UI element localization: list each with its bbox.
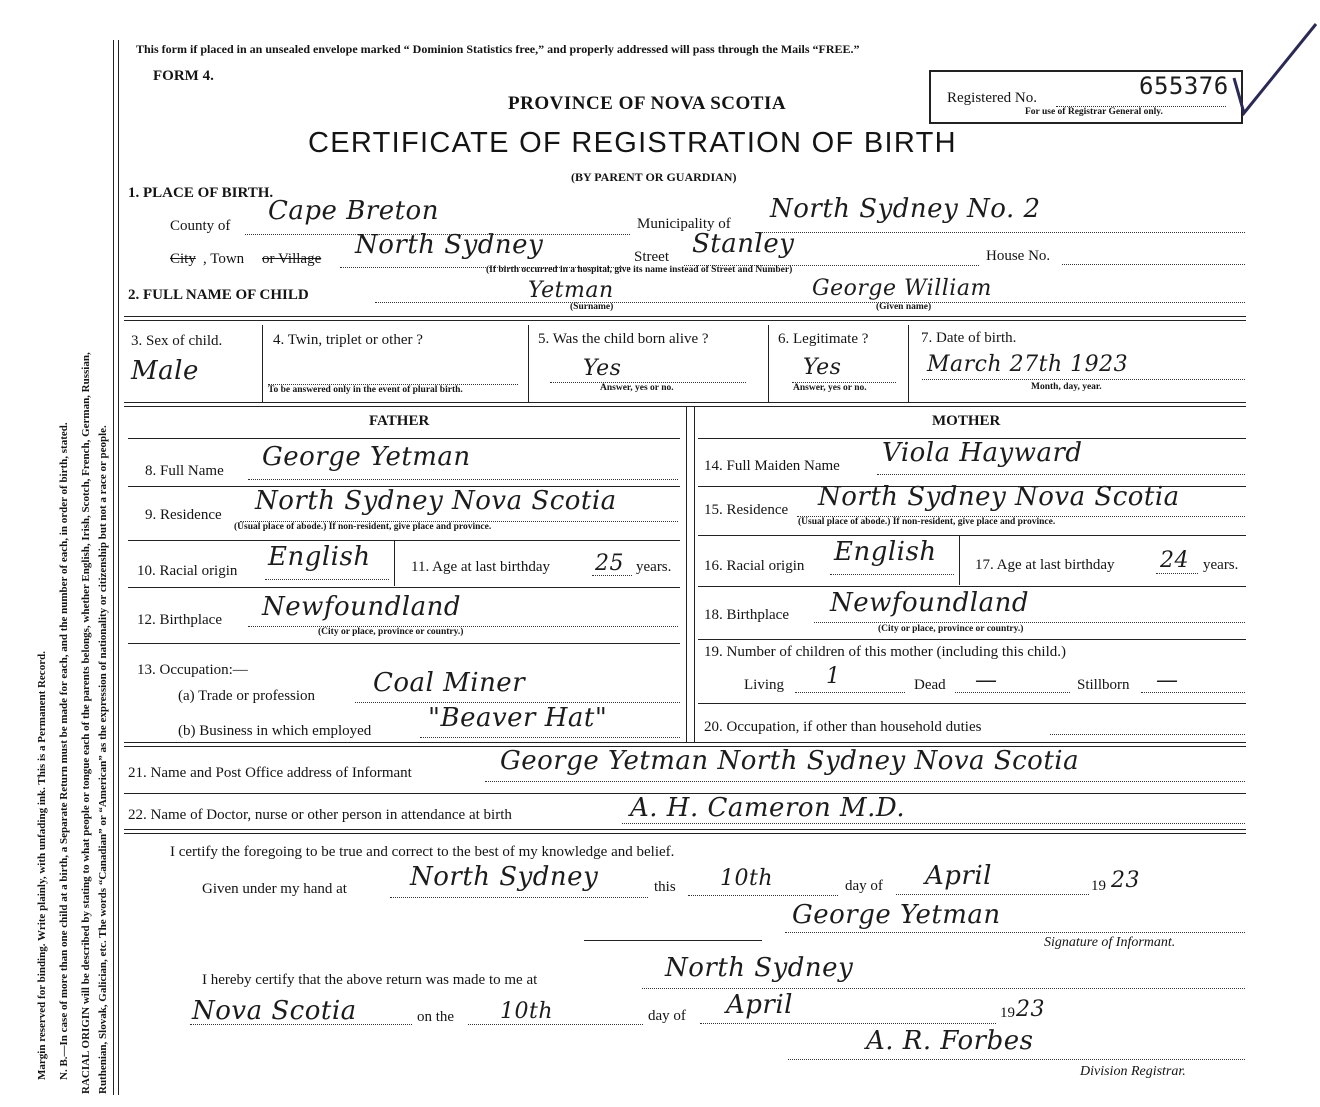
father-name-label: 8. Full Name <box>145 463 224 479</box>
mother-age-label: 17. Age at last birthday <box>975 557 1115 573</box>
stillborn-label: Stillborn <box>1077 677 1130 693</box>
street-value: Stanley <box>692 229 795 259</box>
dob-value: March 27th 1923 <box>927 352 1129 377</box>
living-label: Living <box>744 677 784 693</box>
mother-years-label: years. <box>1203 557 1239 573</box>
house-number-label: House No. <box>986 248 1051 264</box>
registrar-day: 10th <box>500 999 554 1024</box>
province-heading: PROVINCE OF NOVA SCOTIA <box>508 93 787 114</box>
mother-birthplace-note: (City or place, province or country.) <box>878 624 1024 634</box>
registrar-statement: I hereby certify that the above return was made to me at <box>202 972 538 988</box>
father-residence-label: 9. Residence <box>145 507 222 523</box>
page-title: CERTIFICATE OF REGISTRATION OF BIRTH <box>308 127 957 159</box>
informant-label: 21. Name and Post Office address of Informant <box>128 765 412 781</box>
child-name-label: 2. FULL NAME OF CHILD <box>128 287 309 303</box>
mother-residence-label: 15. Residence <box>704 502 789 518</box>
business-value: "Beaver Hat" <box>428 703 608 733</box>
alive-value: Yes <box>583 356 622 381</box>
certification-day-of-label: day of <box>845 878 883 894</box>
surname-caption: (Surname) <box>570 302 614 312</box>
business-label: (b) Business in which employed <box>178 723 372 739</box>
dead-value: — <box>975 668 998 693</box>
certification-year: 23 <box>1111 868 1140 893</box>
street-label: Street <box>634 249 669 265</box>
informant-value: George Yetman North Sydney Nova Scotia <box>500 746 1080 776</box>
trade-label: (a) Trade or profession <box>178 688 316 704</box>
place-of-birth-heading: 1. PLACE OF BIRTH. <box>128 185 274 201</box>
registration-box <box>929 70 1243 124</box>
on-the-label: on the <box>417 1009 455 1025</box>
mother-racial-value: English <box>834 537 937 567</box>
registrar-day-of-label: day of <box>648 1008 686 1024</box>
father-age-label: 11. Age at last birthday <box>411 559 550 575</box>
father-name-value: George Yetman <box>262 442 471 472</box>
mother-birthplace-value: Newfoundland <box>830 588 1030 618</box>
registrar-month: April <box>726 990 793 1020</box>
legitimate-label: 6. Legitimate ? <box>778 331 869 347</box>
living-value: 1 <box>826 664 841 689</box>
father-occupation-label: 13. Occupation:— <box>137 662 248 678</box>
father-birthplace-value: Newfoundland <box>262 592 462 622</box>
registrar-place: North Sydney <box>665 953 854 983</box>
registrar-signature-caption: Division Registrar. <box>1080 1064 1186 1079</box>
town-label: , Town <box>203 251 245 267</box>
father-heading: FATHER <box>369 413 430 429</box>
form-number: FORM 4. <box>153 68 214 84</box>
mother-birthplace-label: 18. Birthplace <box>704 607 789 623</box>
registrar-province: Nova Scotia <box>192 996 357 1026</box>
father-racial-label: 10. Racial origin <box>137 563 238 579</box>
legitimate-value: Yes <box>803 355 842 380</box>
alive-label: 5. Was the child born alive ? <box>538 331 709 347</box>
doctor-value: A. H. Cameron M.D. <box>630 793 906 823</box>
municipality-value: North Sydney No. 2 <box>770 194 1041 224</box>
certification-month: April <box>925 861 992 891</box>
margin-note-racial-1: RACIAL ORIGIN will be described by stating to what people or tongue each of the parents belongs, whether English, Irish, Scotch, French, German, Russian, <box>80 352 92 1094</box>
city-label: City <box>170 251 196 267</box>
margin-note-nb: N. B.—In case of more than one child at a birth, a Separate Return must be made for each, and the number of each, in order of birth, stated. <box>58 422 70 1080</box>
father-birthplace-label: 12. Birthplace <box>137 612 222 628</box>
mother-residence-value: North Sydney Nova Scotia <box>818 482 1180 512</box>
mother-age-value: 24 <box>1160 548 1189 573</box>
registrar-year: 23 <box>1016 997 1045 1022</box>
town-value: North Sydney <box>355 230 544 260</box>
registration-label: Registered No. <box>947 90 1037 106</box>
mother-name-value: Viola Hayward <box>882 438 1083 468</box>
father-racial-value: English <box>268 542 371 572</box>
dob-caption: Month, day, year. <box>1031 382 1102 392</box>
informant-signature-caption: Signature of Informant. <box>1044 935 1176 950</box>
mother-residence-note: (Usual place of abode.) If non-resident, give place and province. <box>798 517 1056 527</box>
registrar-year-prefix: 19 <box>1000 1005 1015 1021</box>
municipality-label: Municipality of <box>637 216 731 232</box>
sex-label: 3. Sex of child. <box>131 333 223 349</box>
dob-label: 7. Date of birth. <box>921 330 1017 346</box>
legitimate-caption: Answer, yes or no. <box>793 383 867 393</box>
registration-number: 655376 <box>1139 72 1229 100</box>
county-label: County of <box>170 218 231 234</box>
hospital-note: (If birth occurred in a hospital, give its name instead of Street and Number) <box>486 265 793 275</box>
mother-occupation-label: 20. Occupation, if other than household duties <box>704 719 982 735</box>
margin-note-racial-2: Ruthenian, Slovak, Galician, etc. The words “Canadian” or “American” as the expression of nationality or citizenship but not a race or people. <box>97 425 109 1094</box>
given-under-label: Given under my hand at <box>202 881 347 897</box>
trade-value: Coal Miner <box>373 668 526 698</box>
certification-day: 10th <box>720 866 774 891</box>
informant-signature: George Yetman <box>792 900 1001 930</box>
certification-year-prefix: 19 <box>1091 878 1106 894</box>
sex-value: Male <box>131 356 199 386</box>
mailing-note: This form if placed in an unsealed envelope marked “ Dominion Statistics free,” and properly addressed will pass through the Mails “FREE.” <box>136 42 860 56</box>
margin-note-binding: Margin reserved for binding. Write plainly, with unfading ink. This is a Permanent Record. <box>36 651 48 1080</box>
children-count-label: 19. Number of children of this mother (including this child.) <box>704 644 1067 660</box>
certification-statement: I certify the foregoing to be true and correct to the best of my knowledge and belief. <box>170 844 675 860</box>
mother-name-label: 14. Full Maiden Name <box>704 458 840 474</box>
stillborn-value: — <box>1156 668 1179 693</box>
mother-heading: MOTHER <box>932 413 1001 429</box>
given-name-caption: (Given name) <box>876 302 932 312</box>
village-label: or Village <box>262 251 322 267</box>
dead-label: Dead <box>914 677 946 693</box>
twin-note: To be answered only in the event of plural birth. <box>268 385 463 395</box>
alive-caption: Answer, yes or no. <box>600 383 674 393</box>
father-residence-note: (Usual place of abode.) If non-resident, give place and province. <box>234 522 492 532</box>
father-residence-value: North Sydney Nova Scotia <box>255 486 617 516</box>
father-birthplace-note: (City or place, province or country.) <box>318 627 464 637</box>
father-years-label: years. <box>636 559 672 575</box>
this-label: this <box>654 879 676 895</box>
twin-label: 4. Twin, triplet or other ? <box>273 332 423 348</box>
father-age-value: 25 <box>595 551 624 576</box>
registrar-signature: A. R. Forbes <box>866 1026 1034 1056</box>
child-surname: Yetman <box>528 278 614 303</box>
child-given-name: George William <box>812 276 992 301</box>
check-mark-icon <box>1230 18 1320 123</box>
registration-note: For use of Registrar General only. <box>1025 107 1163 117</box>
doctor-label: 22. Name of Doctor, nurse or other person in attendance at birth <box>128 807 512 823</box>
page-subtitle: (BY PARENT OR GUARDIAN) <box>571 170 737 184</box>
certification-place: North Sydney <box>410 862 599 892</box>
county-value: Cape Breton <box>268 196 439 226</box>
mother-racial-label: 16. Racial origin <box>704 558 805 574</box>
